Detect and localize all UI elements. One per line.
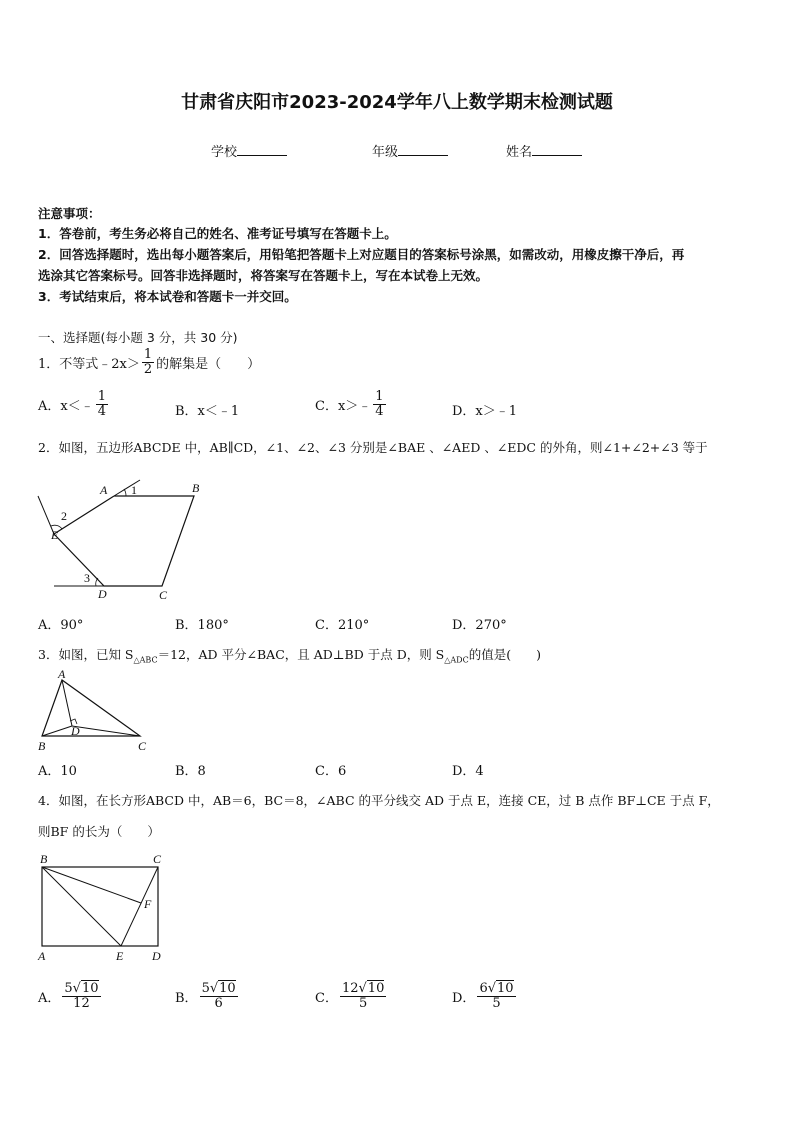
q1-frac-num: 1: [143, 347, 153, 362]
q2-angle1-arc: [124, 489, 126, 496]
q4-b-numerator: [200, 982, 238, 997]
q4-rectangle-figure: [34, 850, 170, 964]
notice-item-2-cont: 选涂其它答案标号。回答非选择题时，将答案写在答题卡上，写在本试卷上无效。: [38, 268, 489, 283]
q4-a-sqrt-symbol: √: [72, 981, 81, 996]
q3-triangle: [42, 680, 140, 736]
q3-label-c: C: [138, 739, 147, 753]
q4-a-numerator: [62, 982, 100, 997]
q4-label-e: E: [116, 949, 124, 963]
q4-option-c: [315, 982, 388, 1010]
notice-heading: 注意事项：: [38, 206, 101, 221]
q4-d-sqrt-symbol: √: [487, 981, 497, 996]
grade-blank: [398, 143, 448, 156]
notice-item-3: 3．考试结束后，将本试卷和答题卡一并交回。: [38, 289, 297, 304]
q1-option-b: B．x＜﹣1: [175, 404, 240, 419]
q4-option-d: [452, 982, 518, 1010]
q1-frac-den: 2: [143, 361, 153, 377]
q4-c-numerator: [340, 982, 386, 997]
q4-segment-ec: [121, 867, 158, 946]
school-label: 学校: [211, 145, 238, 160]
q4-rectangle: [42, 867, 158, 946]
q4-a-fraction: [62, 982, 100, 1010]
notice-item-1: 1．答卷前，考生务必将自己的姓名、准考证号填写在答题卡上。: [38, 226, 397, 241]
q2-option-b: B．180°: [175, 618, 229, 633]
q4-option-b: [175, 982, 240, 1010]
section-heading: 一、选择题(每小题 3 分，共 30 分): [38, 330, 238, 345]
q4-a-den: 12: [73, 995, 90, 1011]
q1-c-label: C．x＞﹣: [315, 398, 372, 414]
question-3: [38, 645, 541, 665]
name-blank: [532, 143, 582, 156]
q3-option-b: B．8: [175, 764, 206, 779]
q4-b-den: 6: [214, 995, 223, 1011]
q4-d-numerator: [477, 982, 515, 997]
q4-label-c: C: [153, 852, 162, 866]
q1-c-den: 4: [375, 403, 384, 419]
notice-item-2: 2．回答选择题时，选出每小题答案后，用铅笔把答题卡上对应题目的答案标号涂黑，如需改动，用橡皮擦干净后，再: [38, 247, 685, 262]
q4-c-sqrt-symbol: √: [358, 981, 367, 996]
q3-label-b: B: [38, 739, 46, 753]
q2-label-d: D: [98, 587, 107, 600]
q1-option-a: [38, 390, 110, 418]
q4-b-radicand: 10: [219, 981, 236, 996]
q4-c-label: C．: [315, 990, 338, 1006]
q3-text-1: 3．如图，已知 S: [38, 647, 134, 662]
q4-d-den: 5: [492, 995, 501, 1011]
q4-b-fraction: [200, 982, 238, 1010]
q3-sub-adc: △ADC: [444, 655, 469, 665]
q1-fraction: [142, 348, 154, 376]
q2-label-e: E: [51, 528, 59, 542]
q2-pentagon-figure: [34, 478, 214, 600]
q1-c-num: 1: [375, 389, 384, 404]
q2-option-a: A．90°: [38, 618, 84, 633]
q4-c-coef: 12: [341, 981, 359, 996]
q3-segment-ad: [62, 680, 72, 726]
q3-text-3: 的值是( ): [468, 647, 541, 662]
q3-segment-bd: [42, 726, 72, 736]
name-label: 姓名: [506, 145, 533, 160]
q3-option-a: A．10: [38, 764, 77, 779]
q2-label-1: 1: [131, 483, 137, 497]
school-field: [211, 141, 287, 160]
q3-option-d: D．4: [452, 764, 484, 779]
q2-label-c: C: [159, 588, 168, 600]
grade-field: [372, 141, 448, 160]
q1-a-label: A．x＜﹣: [38, 398, 94, 414]
question-1: [38, 348, 260, 376]
q4-label-b: B: [40, 852, 48, 866]
q4-segment-be: [42, 867, 121, 946]
q3-text-2: ＝12，AD 平分∠BAC，且 AD⊥BD 于点 D，则 S: [157, 647, 445, 662]
school-blank: [237, 143, 287, 156]
q1-suffix: 的解集是（ ）: [156, 356, 261, 372]
grade-label: 年级: [372, 145, 399, 160]
q3-sub-abc: △ABC: [133, 655, 158, 665]
q2-label-2: 2: [61, 509, 67, 523]
q3-label-d: D: [71, 724, 80, 738]
q4-c-den: 5: [359, 995, 368, 1011]
page-title: 甘肃省庆阳市2023-2024学年八上数学期末检测试题: [181, 92, 613, 113]
q4-a-radicand: 10: [81, 981, 99, 996]
q1-prefix: 1．不等式﹣2x＞: [38, 356, 140, 372]
q2-option-d: D．270°: [452, 618, 507, 633]
q4-a-coef: 5: [64, 981, 73, 996]
question-4-line1: 4．如图，在长方形ABCD 中，AB＝6，BC＝8，∠ABC 的平分线交 AD 于点 E，连接 CE，过 B 点作 BF⊥CE 于点 F，: [38, 793, 720, 808]
q3-segment-dc: [72, 726, 140, 736]
q2-option-c: C．210°: [315, 618, 370, 633]
question-2: 2．如图，五边形ABCDE 中，AB∥CD，∠1、∠2、∠3 分别是∠BAE 、∠AED 、∠EDC 的外角，则∠1+∠2+∠3 等于: [38, 440, 708, 455]
q2-label-a: A: [100, 483, 108, 497]
q2-pentagon: [54, 496, 194, 586]
q4-d-label: D．: [452, 990, 476, 1006]
q1-option-d: D．x＞﹣1: [452, 404, 518, 419]
q2-label-3: 3: [84, 571, 90, 585]
q4-label-d: D: [152, 949, 161, 963]
q2-label-b: B: [192, 481, 200, 495]
q4-d-coef: 6: [479, 981, 488, 996]
q4-segment-bf: [42, 867, 141, 903]
q4-a-label: A．: [38, 990, 61, 1006]
q3-triangle-figure: [34, 668, 158, 754]
q4-label-a: A: [38, 949, 46, 963]
q4-b-coef: 5: [201, 981, 210, 996]
name-field: [506, 141, 582, 160]
q4-c-fraction: [340, 982, 386, 1010]
q1-a-den: 4: [97, 403, 107, 419]
question-4-line2: 则BF 的长为（ ）: [38, 824, 160, 839]
q4-b-label: B．: [175, 990, 198, 1006]
q3-label-a: A: [58, 668, 66, 681]
q4-option-a: [38, 982, 103, 1010]
q1-a-fraction: [96, 390, 108, 418]
q3-option-c: C．6: [315, 764, 347, 779]
q4-d-fraction: [477, 982, 515, 1010]
q1-option-c: [315, 390, 388, 418]
q1-a-num: 1: [97, 389, 107, 404]
q1-c-fraction: [373, 390, 385, 418]
q4-label-f: F: [144, 897, 152, 911]
q4-c-radicand: 10: [367, 981, 385, 996]
q4-b-sqrt-symbol: √: [209, 981, 219, 996]
q4-d-radicand: 10: [497, 981, 514, 996]
